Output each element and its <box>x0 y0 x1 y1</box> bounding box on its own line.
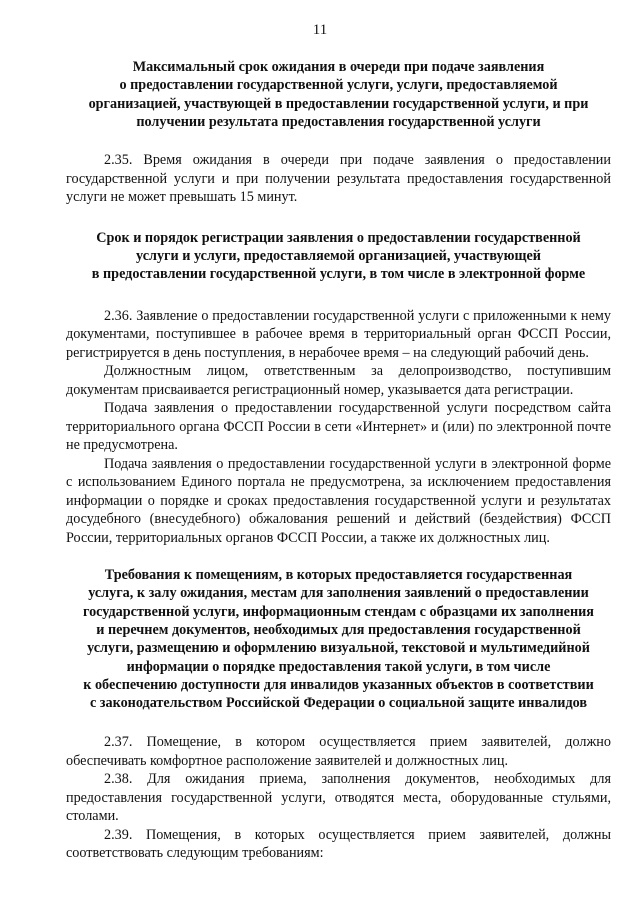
heading-line: информации о порядке предоставления такой услуги, в том числе <box>126 658 551 675</box>
paragraph-registration-number: Должностным лицом, ответственным за делопроизводство, поступившим документам присваивается регистрационный номер, указывается дата регистрации. <box>66 363 611 398</box>
paragraph-2-38: 2.38. Для ожидания приема, заполнения документов, необходимых для предоставления государственной услуги, отводятся места, оборудованные стульями, столами. <box>66 771 611 825</box>
heading-line: и перечнем документов, необходимых для предоставления государственной <box>96 621 581 638</box>
heading-line: Срок и порядок регистрации заявления о предоставлении государственной <box>96 229 581 246</box>
paragraph-2-39: 2.39. Помещения, в которых осуществляется прием заявителей, должны соответствовать следующим требованиям: <box>66 826 611 862</box>
page-number: 11 <box>312 22 328 38</box>
heading-line: организацией, участвующей в предоставлении государственной услуги, и при <box>88 95 589 112</box>
paragraph-2-35: 2.35. Время ожидания в очереди при подаче заявления о предоставлении государственной услуги и при получении результата предоставления государственной услуги не может превышать 15 минут. <box>66 152 611 206</box>
heading-line: Максимальный срок ожидания в очереди при подаче заявления <box>132 59 545 75</box>
paragraph-website-submission: Подача заявления о предоставлении государственной услуги посредством сайта территориального органа ФССП России в сети «Интернет» и (или) по электронной почте не предусмотрена. <box>66 400 611 454</box>
heading-max-wait-time <box>66 58 611 131</box>
heading-line: с законодательством Российской Федерации о социальной защите инвалидов <box>89 695 588 712</box>
heading-line: в предоставлении государственной услуги, в том числе в электронной форме <box>91 266 586 283</box>
heading-line: услуга, к залу ожидания, местам для заполнения заявлений о предоставлении <box>88 585 589 602</box>
heading-line: Требования к помещениям, в которых предоставляется государственная <box>104 567 573 584</box>
heading-registration <box>66 229 611 284</box>
heading-line: услуги и услуги, предоставляемой организацией, участвующей <box>136 247 541 264</box>
paragraph-unified-portal: Подача заявления о предоставлении государственной услуги в электронной форме с использованием Единого портала не предусмотрена, за исключением предоставления информации о порядке и сроках предоставления государственной услуги и результатах досудебного (внесудебного) обжалования решений и действий (бездействия) ФССП России, территориальных органов ФССП России, а также их должностных лиц. <box>66 455 611 546</box>
paragraph-2-36: 2.36. Заявление о предоставлении государственной услуги с приложенными к нему документами, поступившее в рабочее время в территориальный орган ФССП России, регистрируется в день поступления, в нерабочее время – на следующий рабочий день. <box>66 307 611 361</box>
heading-line: государственной услуги, информационным стендам с образцами их заполнения <box>83 603 594 620</box>
page-content <box>66 58 611 863</box>
heading-line: к обеспечению доступности для инвалидов указанных объектов в соответствии <box>83 676 594 693</box>
heading-line: получении результата предоставления государственной услуги <box>136 113 541 130</box>
paragraph-2-37: 2.37. Помещение, в котором осуществляется прием заявителей, должно обеспечивать комфортное расположение заявителей и должностных лиц. <box>66 734 611 769</box>
heading-line: услуги, размещению и оформлению визуальной, текстовой и мультимедийной <box>87 640 590 657</box>
heading-premises-requirements <box>66 566 611 712</box>
heading-line: о предоставлении государственной услуги, услуги, предоставляемой <box>119 77 558 94</box>
